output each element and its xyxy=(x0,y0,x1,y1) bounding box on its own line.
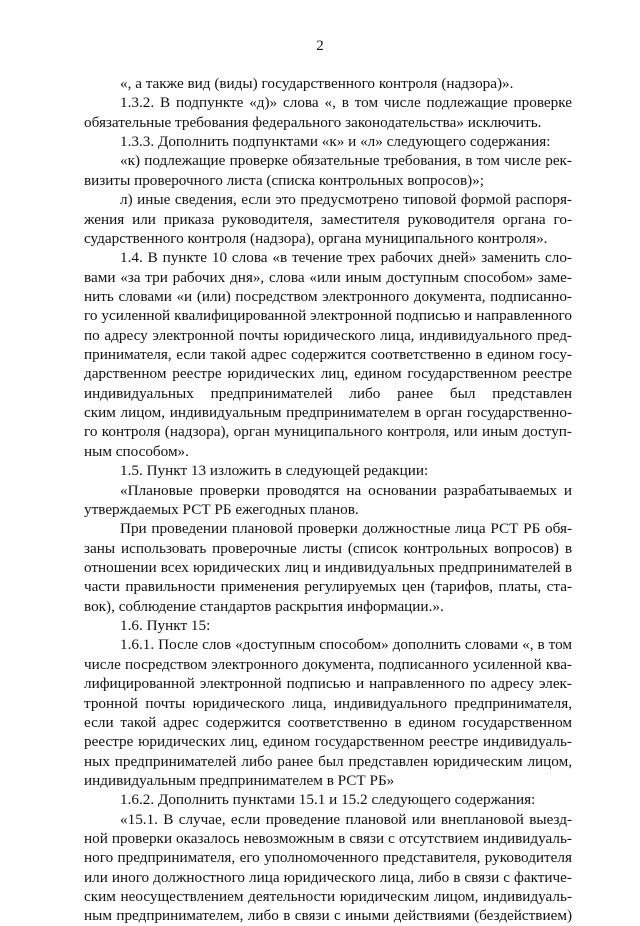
text-line: «, а также вид (виды) государственного контроля (надзора)». xyxy=(120,75,514,92)
text-line: 1.6. Пункт 15: xyxy=(120,617,211,635)
text-line: лифицированной электронной подписью и направленного по адресу элек- xyxy=(84,675,572,693)
text-line: или иного должностного лица юридического лица, либо в связи с фактиче- xyxy=(84,868,572,886)
text-line: нить словами «и (или) посредством электронного документа, подписанно- xyxy=(84,287,572,305)
text-line: 1.3.3. Дополнить подпунктами «к» и «л» следующего содержания: xyxy=(120,133,551,151)
text-line: ским неосуществлением деятельности юридическим лицом, индивидуаль- xyxy=(84,888,572,906)
text-line: обязательные требования федерального законодательства» исключить. xyxy=(84,113,542,131)
text-line: ной проверки оказалось невозможным в связи с отсутствием индивидуаль- xyxy=(84,830,572,848)
text-line: вок), соблюдение стандартов раскрытия информации.». xyxy=(84,597,444,615)
text-line: «15.1. В случае, если проведение плановой или внеплановой выезд- xyxy=(120,810,572,828)
text-line: дарственном реестре юридических лиц, едином государственном реестре xyxy=(84,365,572,383)
document-body xyxy=(84,74,572,926)
text-line: по адресу электронной почты юридического лица, индивидуального пред- xyxy=(84,326,572,344)
text-line: числе посредством электронного документа, подписанного усиленной ква- xyxy=(84,655,572,673)
text-line: если такой адрес содержится соответственно в едином государственном xyxy=(84,713,572,731)
text-line: отношении всех юридических лиц и индивидуальных предпринимателей в xyxy=(84,558,572,576)
text-line: тронной почты юридического лица, индивидуального предпринимателя, xyxy=(84,694,572,712)
text-line: ным способом». xyxy=(84,442,189,460)
text-line: жения или приказа руководителя, заместителя руководителя органа го- xyxy=(84,210,572,228)
text-line: реестре юридических лиц, едином государственном реестре индивидуаль- xyxy=(84,733,572,751)
text-line: утверждаемых РСТ РБ ежегодных планов. xyxy=(84,500,359,518)
text-line: сударственного контроля (надзора), органа муниципального контроля». xyxy=(84,229,548,247)
text-line: «Плановые проверки проводятся на основании разрабатываемых и xyxy=(120,481,572,499)
text-line: индивидуальным предпринимателем в РСТ РБ» xyxy=(84,771,395,789)
text-line: 1.5. Пункт 13 изложить в следующей редакции: xyxy=(120,462,429,480)
text-line: принимателя, если такой адрес содержится соответственно в едином госу- xyxy=(84,346,572,364)
text-line: 1.4. В пункте 10 слова «в течение трех рабочих дней» заменить сло- xyxy=(120,249,572,267)
page-number: 2 xyxy=(316,38,324,54)
text-line: ским лицом, индивидуальным предпринимателем в орган государственно- xyxy=(84,404,572,422)
text-line: визиты проверочного листа (списка контрольных вопросов)»; xyxy=(84,171,484,189)
text-line: части правильности применения регулируемых цен (тарифов, платы, ста- xyxy=(84,578,572,596)
text-line: л) иные сведения, если это предусмотрено типовой формой распоря- xyxy=(120,191,572,209)
text-line: 1.6.2. Дополнить пунктами 15.1 и 15.2 следующего содержания: xyxy=(120,791,536,809)
text-line: заны использовать проверочные листы (список контрольных вопросов) в xyxy=(84,539,572,557)
text-line: При проведении плановой проверки должностные лица РСТ РБ обя- xyxy=(120,520,572,538)
text-line: индивидуальных предпринимателей либо ранее был представлен xyxy=(84,384,572,402)
text-line: 1.6.1. После слов «доступным способом» дополнить словами «, в том xyxy=(120,636,572,654)
text-line: го контроля (надзора), орган муниципального контроля, или иным доступ- xyxy=(84,423,572,441)
text-line: ных предпринимателей либо ранее был представлен юридическим лицом, xyxy=(84,752,572,770)
text-line: ным предпринимателем, либо в связи с иными действиями (бездействием) xyxy=(84,907,572,925)
text-line: вами «за три рабочих дня», слова «или иным доступным способом» заме- xyxy=(84,268,572,286)
text-line: 1.3.2. В подпункте «д)» слова «, в том числе подлежащие проверке xyxy=(120,94,572,112)
text-line: «к) подлежащие проверке обязательные требования, в том числе рек- xyxy=(120,152,572,170)
text-line: го усиленной квалифицированной электронной подписью и направленного xyxy=(84,307,572,325)
text-line: ного предпринимателя, его уполномоченного представителя, руководителя xyxy=(84,849,572,867)
